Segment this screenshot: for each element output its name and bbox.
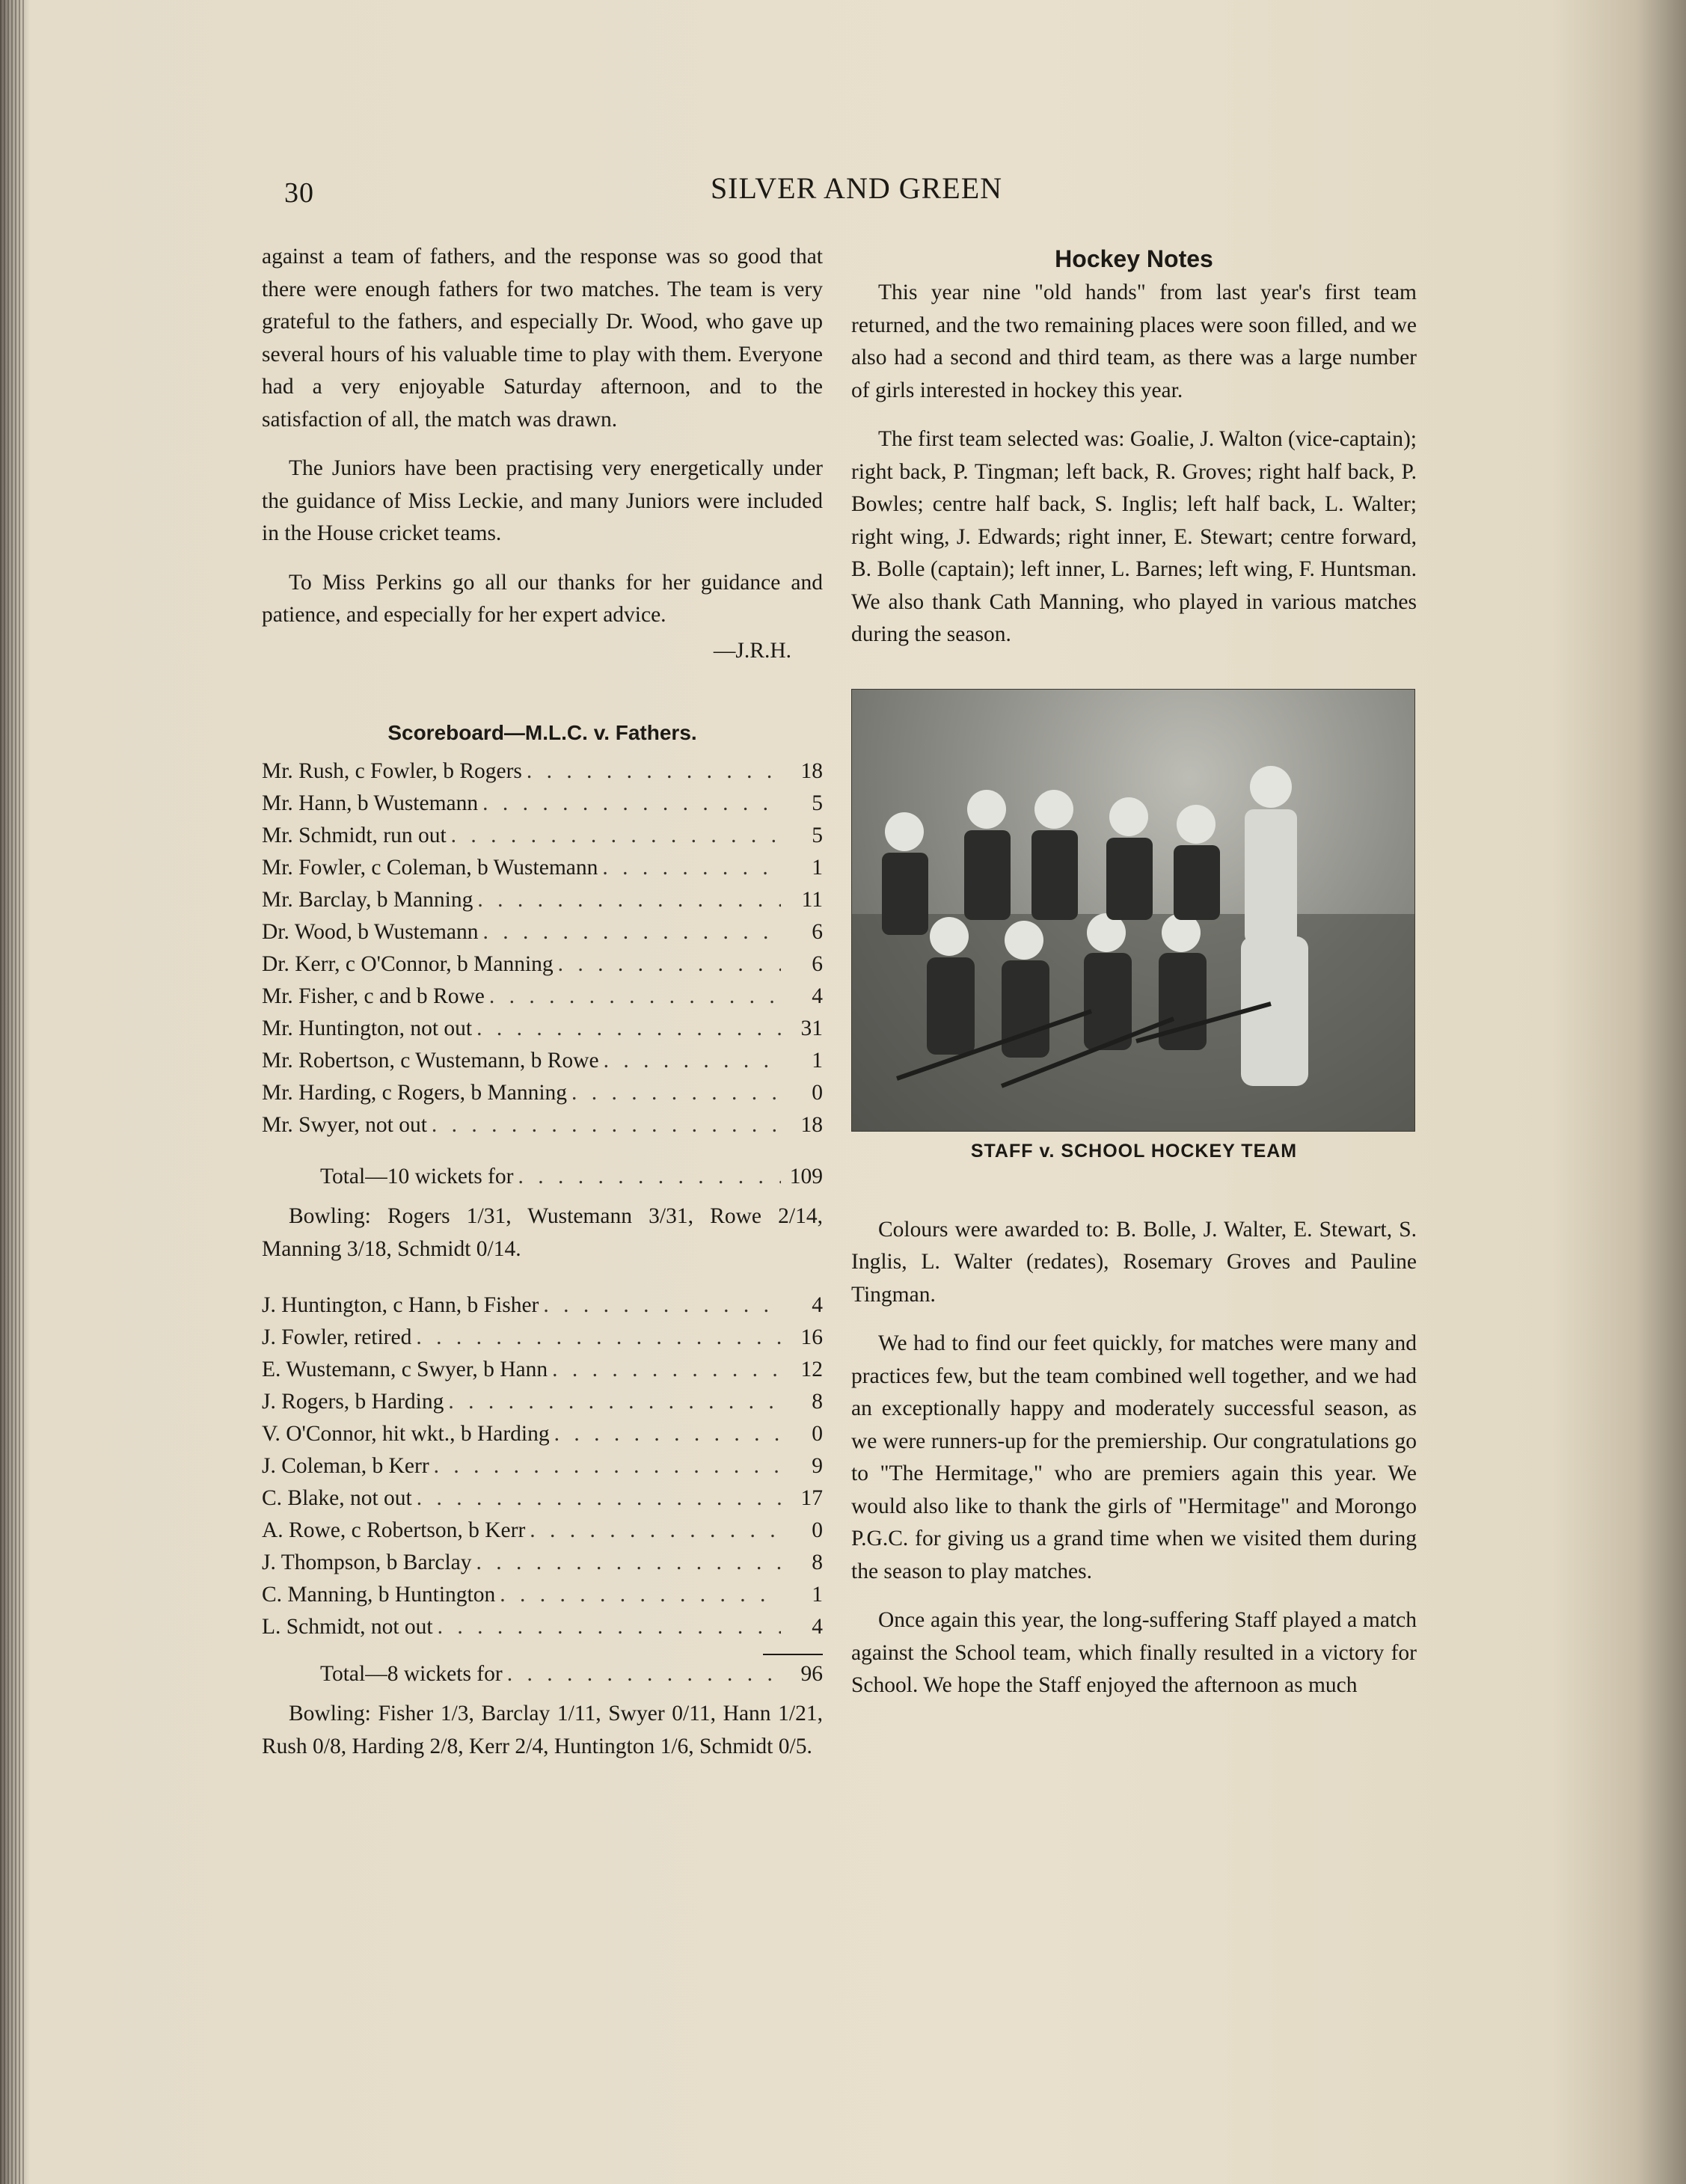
batsman-entry: Mr. Fowler, c Coleman, b Wustemann <box>262 856 598 880</box>
school-total <box>262 1658 823 1690</box>
runs-score: 8 <box>812 1390 823 1414</box>
team-photo <box>851 689 1415 1132</box>
scoreboard-row <box>262 1045 823 1077</box>
scoreboard-row <box>262 1611 823 1643</box>
runs-score: 17 <box>800 1486 823 1510</box>
batsman-entry: A. Rowe, c Robertson, b Kerr <box>262 1518 526 1542</box>
scoreboard-row <box>262 1354 823 1386</box>
scoreboard-row <box>262 1482 823 1515</box>
scoreboard-row <box>262 1289 823 1322</box>
signature: —J.R.H. <box>713 638 791 663</box>
total-score: 109 <box>789 1165 823 1188</box>
batsman-entry: V. O'Connor, hit wkt., b Harding <box>262 1422 550 1446</box>
runs-score: 4 <box>812 984 823 1008</box>
batsman-entry: Mr. Hann, b Wustemann <box>262 791 479 815</box>
right-column <box>851 241 1417 1702</box>
runs-score: 0 <box>812 1518 823 1542</box>
batsman-entry: L. Schmidt, not out <box>262 1615 433 1639</box>
batsman-entry: J. Thompson, b Barclay <box>262 1550 472 1574</box>
batsman-entry: C. Manning, b Huntington <box>262 1583 496 1607</box>
team-photo-figures <box>852 690 1414 1131</box>
batsman-entry: J. Huntington, c Hann, b Fisher <box>262 1293 539 1317</box>
runs-score: 1 <box>812 1049 823 1073</box>
page-title: SILVER AND GREEN <box>710 171 1003 205</box>
runs-score: 31 <box>800 1016 823 1040</box>
batsman-entry: Mr. Fisher, c and b Rowe <box>262 984 485 1008</box>
scoreboard-row <box>262 1386 823 1418</box>
fathers-innings <box>262 755 823 1141</box>
photo-caption: STAFF v. SCHOOL HOCKEY TEAM <box>970 1140 1298 1162</box>
fathers-total <box>262 1161 823 1193</box>
batsman-entry: J. Rogers, b Harding <box>262 1390 444 1414</box>
scoreboard-row <box>262 1077 823 1109</box>
scoreboard-row <box>262 1013 823 1045</box>
scoreboard-row <box>262 884 823 916</box>
scoreboard-row <box>262 1579 823 1611</box>
runs-score: 5 <box>812 823 823 847</box>
scoreboard-row <box>262 1450 823 1482</box>
runs-score: 18 <box>800 759 823 783</box>
paragraph: The first team selected was: Goalie, J. Walton (vice-captain); right back, P. Tingman; left back, R. Groves; right half back, P. Bowles; centre half back, S. Inglis; left half back, L. Walter; right wing, J. Edwards; right inner, E. Stewart; centre forward, B. Bolle (captain); left inner, L. Barnes; left wing, F. Huntsman. We also thank Cath Manning, who played in various matches during the season. <box>851 427 1417 646</box>
batsman-entry: Mr. Huntington, not out <box>262 1016 473 1040</box>
batsman-entry: C. Blake, not out <box>262 1486 412 1510</box>
batsman-entry: J. Fowler, retired <box>262 1325 412 1349</box>
paragraph: We had to find our feet quickly, for matches were many and practices few, but the team combined well together, and we had an exceptionally happy and moderately successful season, as we were runners-up for the premiership. Our congratulations go to "The Hermitage," who are premiers again this year. We would also like to thank the girls of "Hermitage" and Morongo P.G.C. for giving us a grand time when we visited them during the season to play matches. <box>851 1331 1417 1583</box>
scoreboard-row <box>262 916 823 948</box>
scoreboard-row <box>262 1322 823 1354</box>
fathers-bowling: Bowling: Rogers 1/31, Wustemann 3/31, Rowe 2/14, Manning 3/18, Schmidt 0/14. <box>262 1204 823 1261</box>
batsman-entry: Mr. Swyer, not out <box>262 1113 427 1137</box>
runs-score: 4 <box>812 1293 823 1317</box>
runs-score: 6 <box>812 920 823 944</box>
total-rule <box>763 1654 823 1655</box>
school-bowling: Bowling: Fisher 1/3, Barclay 1/11, Swyer 0/11, Hann 1/21, Rush 0/8, Harding 2/8, Kerr 2/4, Huntington 1/6, Schmidt 0/5. <box>262 1702 823 1758</box>
total-score: 96 <box>800 1662 823 1686</box>
batsman-entry: Mr. Barclay, b Manning <box>262 888 473 912</box>
runs-score: 0 <box>812 1422 823 1446</box>
scoreboard-row <box>262 852 823 884</box>
scoreboard-row <box>262 1109 823 1141</box>
scoreboard-row <box>262 1547 823 1579</box>
scoreboard-row <box>262 1515 823 1547</box>
runs-score: 5 <box>812 791 823 815</box>
runs-score: 6 <box>812 952 823 976</box>
page-number: 30 <box>284 177 314 209</box>
batsman-entry: E. Wustemann, c Swyer, b Hann <box>262 1358 548 1381</box>
runs-score: 0 <box>812 1081 823 1105</box>
section-heading: Hockey Notes <box>1055 245 1213 272</box>
paragraph: against a team of fathers, and the response was so good that there were enough fathers for two matches. The team is very grateful to the fathers, and especially Dr. Wood, who gave up several hours of his valuable time to play with them. Everyone had a very enjoyable Saturday afternoon, and to the satisfaction of all, the match was drawn. <box>262 245 823 432</box>
scoreboard-row <box>262 1418 823 1450</box>
runs-score: 4 <box>812 1615 823 1639</box>
batsman-entry: J. Coleman, b Kerr <box>262 1454 429 1478</box>
runs-score: 1 <box>812 856 823 880</box>
runs-score: 8 <box>812 1550 823 1574</box>
paragraph: This year nine "old hands" from last year's first team returned, and the two remaining places were soon filled, and we also had a second and third team, as there was a large number of girls interested in hockey this year. <box>851 280 1417 402</box>
scoreboard-title: Scoreboard—M.L.C. v. Fathers. <box>387 721 697 744</box>
scoreboard-row <box>262 755 823 788</box>
batsman-entry: Mr. Robertson, c Wustemann, b Rowe <box>262 1049 599 1073</box>
paragraph: To Miss Perkins go all our thanks for her guidance and patience, and especially for her expert advice. <box>262 570 823 627</box>
scoreboard-row <box>262 981 823 1013</box>
book-spine <box>0 0 25 2184</box>
scoreboard-row <box>262 948 823 981</box>
left-column <box>262 241 823 1763</box>
school-innings <box>262 1289 823 1643</box>
runs-score: 18 <box>800 1113 823 1137</box>
runs-score: 16 <box>800 1325 823 1349</box>
runs-score: 9 <box>812 1454 823 1478</box>
batsman-entry: Dr. Wood, b Wustemann <box>262 920 479 944</box>
total-label: Total—8 wickets for <box>320 1662 503 1686</box>
batsman-entry: Dr. Kerr, c O'Connor, b Manning <box>262 952 554 976</box>
scoreboard-row <box>262 788 823 820</box>
page-header <box>284 171 1429 215</box>
paragraph: Once again this year, the long-suffering Staff played a match against the School team, which finally resulted in a victory for School. We hope the Staff enjoyed the afternoon as much <box>851 1608 1417 1697</box>
runs-score: 1 <box>812 1583 823 1607</box>
paragraph: Colours were awarded to: B. Bolle, J. Walter, E. Stewart, S. Inglis, L. Walter (redates), Rosemary Groves and Pauline Tingman. <box>851 1217 1417 1307</box>
batsman-entry: Mr. Harding, c Rogers, b Manning <box>262 1081 568 1105</box>
batsman-entry: Mr. Rush, c Fowler, b Rogers <box>262 759 522 783</box>
total-label: Total—10 wickets for <box>320 1165 514 1188</box>
scoreboard-row <box>262 820 823 852</box>
batsman-entry: Mr. Schmidt, run out <box>262 823 447 847</box>
runs-score: 11 <box>801 888 823 912</box>
runs-score: 12 <box>800 1358 823 1381</box>
paragraph: The Juniors have been practising very energetically under the guidance of Miss Leckie, and many Juniors were included in the House cricket teams. <box>262 456 823 545</box>
